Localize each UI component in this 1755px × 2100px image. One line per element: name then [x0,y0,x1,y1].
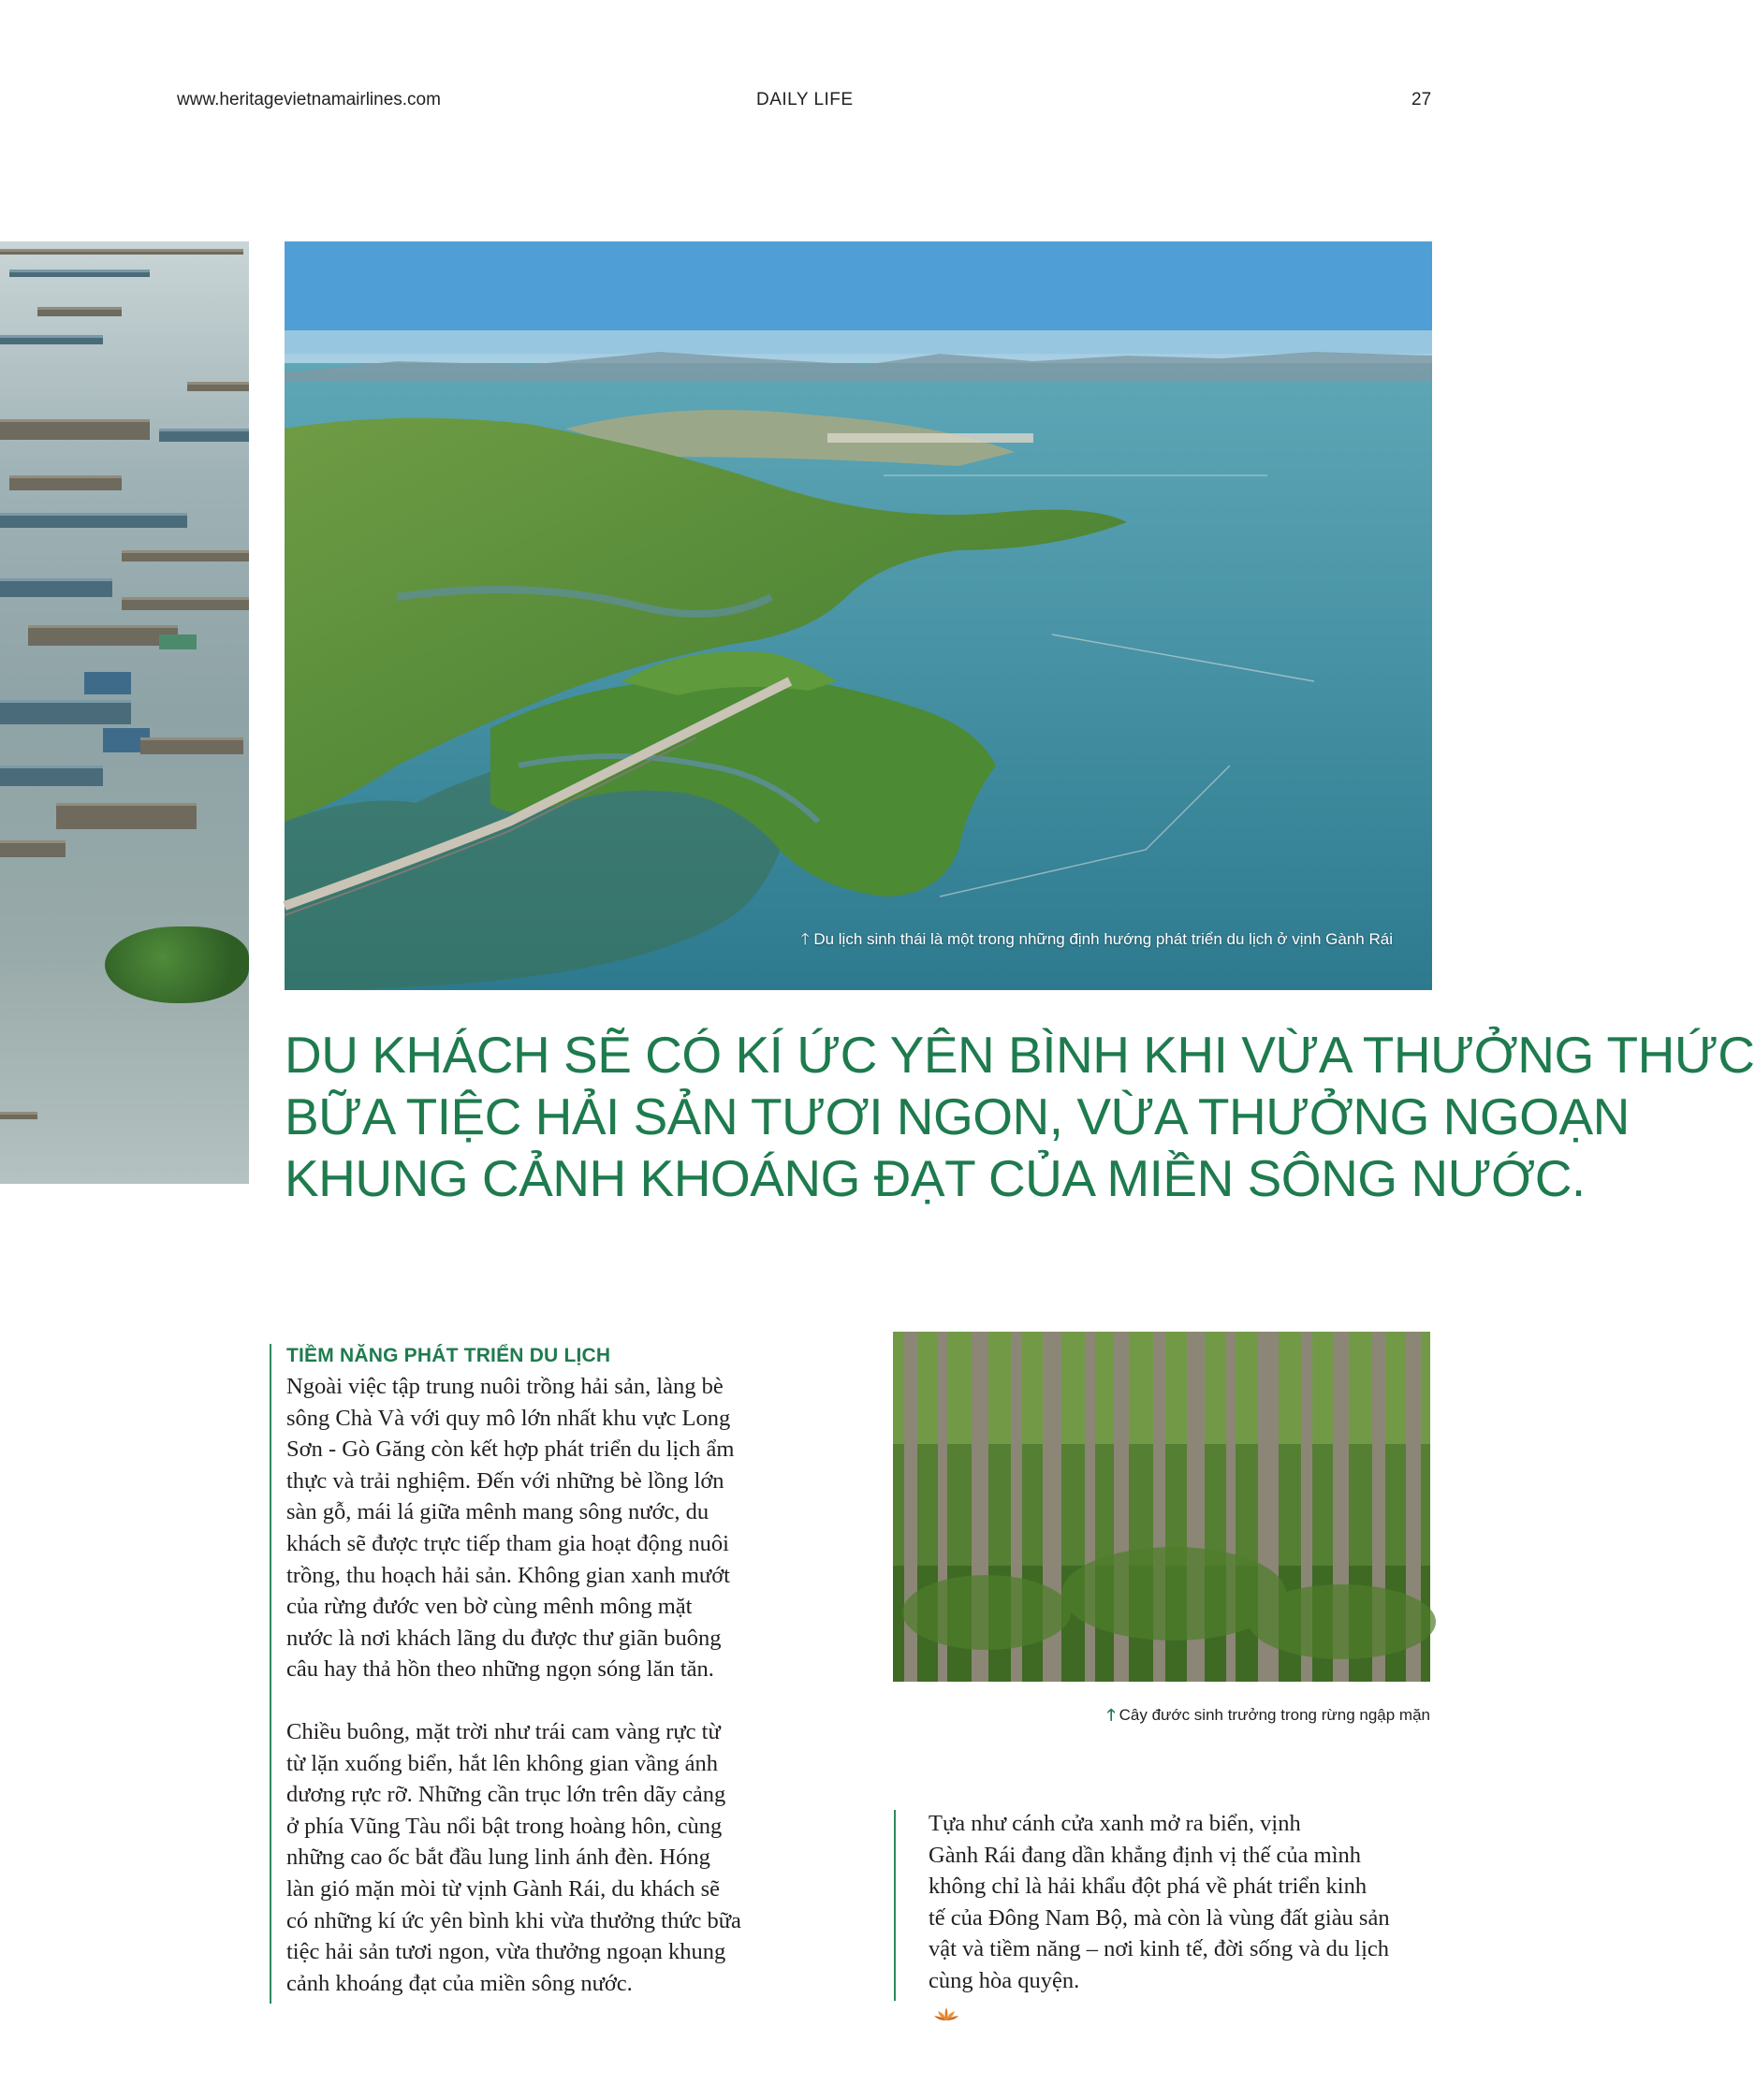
text-line: của rừng đước ven bờ cùng mênh mông mặt [286,1594,693,1620]
mangrove-forest-photo [893,1332,1430,1682]
forest-illustration [893,1332,1430,1682]
forest-photo-caption-text: Cây đước sinh trưởng trong rừng ngập mặn [1119,1706,1430,1724]
fish-farm-photo-strip [0,241,249,1184]
main-photo-caption-text: Du lịch sinh thái là một trong những định hướng phát triển du lịch ở vịnh Gành Rái [813,930,1393,948]
text-line: tiệc hải sản tươi ngon, vừa thưởng ngoạn khung [286,1939,726,1965]
text-line: Gành Rái đang dần khẳng định vị thế của mình [929,1842,1361,1868]
text-line: sàn gỗ, mái lá giữa mênh mang sông nước, du [286,1499,709,1525]
section-heading: TIỀM NĂNG PHÁT TRIỂN DU LỊCH [286,1345,611,1366]
mangrove-islet [105,926,249,1003]
text-line: trồng, thu hoạch hải sản. Không gian xanh mướt [286,1562,730,1588]
arrow-up-icon: 🡑 [1106,1706,1116,1724]
column-rule-left [270,1344,271,2004]
paragraph-1 [286,1371,734,1685]
website-url[interactable]: www.heritagevietnamairlines.com [177,90,441,109]
text-line: nước là nơi khách lãng du được thư giãn buông [286,1625,722,1651]
pull-quote [285,1024,1755,1209]
text-line-last [929,1965,1390,2028]
text-line: câu hay thả hồn theo những ngọn sóng lăn tăn. [286,1656,714,1683]
text-line: không chỉ là hải khẩu đột phá về phát triển kinh [929,1874,1367,1900]
pull-quote-line: BỮA TIỆC HẢI SẢN TƯƠI NGON, VỪA THƯỞNG NGOẠN [285,1087,1630,1145]
paragraph-2 [286,1716,741,1999]
text-line: có những kí ức yên bình khi vừa thưởng thức bữa [286,1907,741,1933]
aerial-bay-illustration [285,241,1432,990]
section-label: DAILY LIFE [756,90,854,109]
arrow-up-icon: 🡑 [800,930,810,948]
main-photo-caption [801,927,1393,955]
text-line: thực và trải nghiệm. Đến với những bè lồng lớn [286,1467,724,1494]
pull-quote-line: DU KHÁCH SẼ CÓ KÍ ỨC YÊN BÌNH KHI VỪA THƯỞNG THỨC [285,1026,1755,1084]
text-line: từ lặn xuống biển, hắt lên không gian vầng ánh [286,1750,718,1776]
text-line: khách sẽ được trực tiếp tham gia hoạt động nuôi [286,1530,729,1556]
text-line: cảnh khoáng đạt của miền sông nước. [286,1970,633,1996]
text-line: sông Chà Và với quy mô lớn nhất khu vực Long [286,1405,731,1431]
text-line: làn gió mặn mòi từ vịnh Gành Rái, du khách sẽ [286,1875,721,1902]
page-number: 27 [1411,90,1432,109]
text-line: cùng hòa quyện. [929,1967,1080,1993]
text-line: tế của Đông Nam Bộ, mà còn là vùng đất giàu sản [929,1904,1390,1931]
text-line: dương rực rỡ. Những cần trục lớn trên dãy cảng [286,1782,726,1808]
pull-quote-line: KHUNG CẢNH KHOÁNG ĐẠT CỦA MIỀN SÔNG NƯỚC. [285,1149,1586,1207]
forest-photo-caption [1107,1703,1430,1730]
text-line: những cao ốc bắt đầu lung linh ánh đèn. Hóng [286,1845,710,1871]
text-line: vật và tiềm năng – nơi kinh tế, đời sống và du lịch [929,1936,1390,1962]
text-line: Ngoài việc tập trung nuôi trồng hải sản, làng bè [286,1374,724,1399]
paragraph-3 [929,1808,1390,2028]
text-line: Tựa như cánh cửa xanh mở ra biển, vịnh [929,1811,1301,1836]
lotus-end-icon [934,2006,958,2021]
column-rule-right [894,1810,896,2001]
page-header [0,90,1548,118]
text-line: Chiều buông, mặt trời như trái cam vàng rực từ [286,1719,721,1744]
text-line: ở phía Vũng Tàu nổi bật trong hoàng hôn, cùng [286,1813,723,1839]
text-line: Sơn - Gò Găng còn kết hợp phát triển du lịch ẩm [286,1436,735,1463]
aerial-bay-photo [285,241,1432,990]
